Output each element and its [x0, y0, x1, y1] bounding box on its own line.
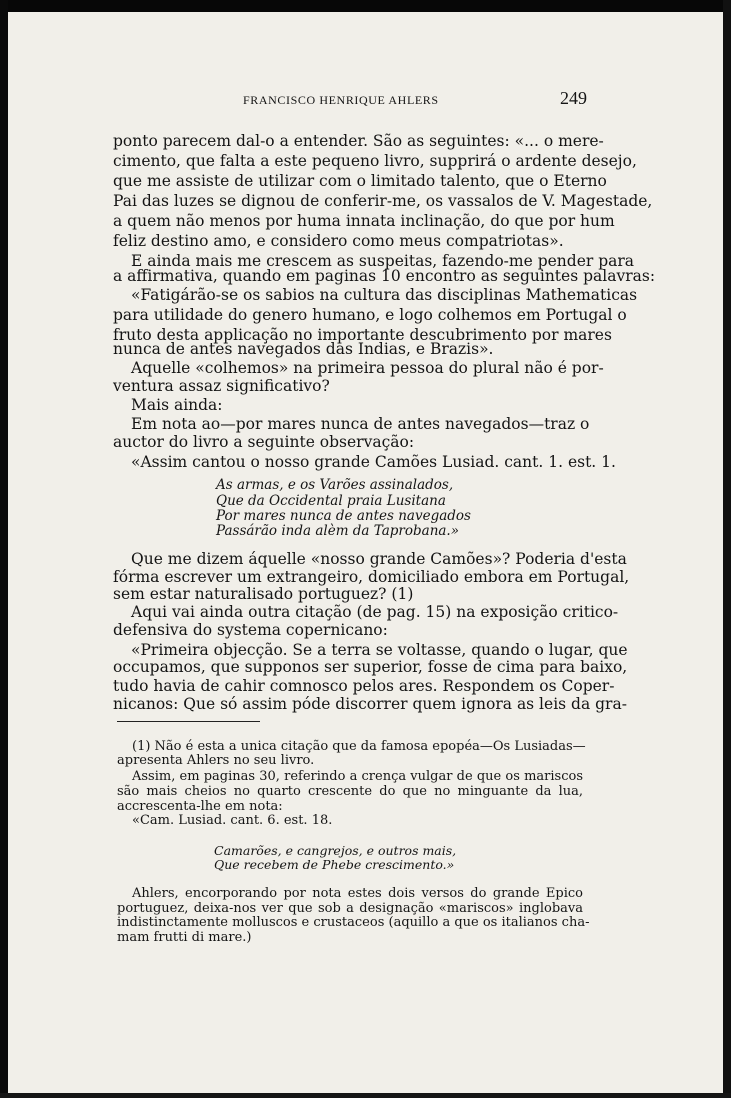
- body-line: ponto parecem dal-o a entender. São as seguintes: «... o mere-: [113, 132, 604, 150]
- footnote-line: mam frutti di mare.): [117, 930, 252, 945]
- footnote-rule: [117, 721, 260, 722]
- body-line: para utilidade do genero humano, e logo colhemos em Portugal o: [113, 306, 627, 324]
- footnote-line: Assim, em paginas 30, referindo a crença vulgar de que os mariscos: [132, 769, 583, 784]
- running-head: FRANCISCO HENRIQUE AHLERS: [243, 93, 439, 107]
- body-line: que me assiste de utilizar com o limitado talento, que o Eterno: [113, 172, 607, 190]
- body-line: feliz destino amo, e considero como meus compatriotas».: [113, 232, 564, 250]
- paragraph-start: «Fatigárão-se os sabios na cultura das disciplinas Mathematicas: [131, 286, 638, 304]
- body-line: nunca de antes navegados das Indias, e Brazis».: [113, 340, 494, 358]
- body-line: occupamos, que supponos ser superior, fosse de cima para baixo,: [113, 658, 628, 676]
- verse-line: Passárão inda alèm da Taprobana.»: [216, 523, 459, 539]
- body-line: tudo havia de cahir comnosco pelos ares. Respondem os Coper-: [113, 677, 615, 695]
- footnote-line: Ahlers, encorporando por nota estes dois versos do grande Epico: [132, 886, 583, 901]
- body-line: Pai das luzes se dignou de conferir-me, os vassalos de V. Magestade,: [113, 192, 653, 210]
- scan-border-bottom: [0, 1093, 731, 1098]
- footnote-verse-line: Que recebem de Phebe crescimento.»: [214, 857, 455, 872]
- footnote-line: accrescenta-lhe em nota:: [117, 799, 283, 814]
- footnote-line: indistinctamente molluscos e crustaceos (aquillo a que os italianos cha-: [117, 915, 590, 930]
- footnote-line: portuguez, deixa-nos ver que sob a designação «mariscos» inglobava: [117, 901, 583, 916]
- verse-line: As armas, e os Varões assinalados,: [216, 477, 454, 493]
- body-line: nicanos: Que só assim póde discorrer quem ignora as leis da gra-: [113, 695, 627, 713]
- verse-line: Por mares nunca de antes navegados: [216, 508, 471, 524]
- paragraph-start: Aquelle «colhemos» na primeira pessoa do plural não é por-: [131, 359, 604, 377]
- scan-border-left: [0, 0, 8, 1098]
- scan-border-right: [723, 0, 731, 1098]
- footnote-line: apresenta Ahlers no seu livro.: [117, 753, 315, 768]
- body-line: fórma escrever um extrangeiro, domiciliado embora em Portugal,: [113, 568, 630, 586]
- body-line: fruto desta applicação no importante descubrimento por mares: [113, 326, 612, 344]
- paragraph-start: «Primeira objecção. Se a terra se voltasse, quando o lugar, que: [131, 641, 628, 659]
- scan-border-top: [0, 0, 731, 12]
- paragraph-start: E ainda mais me crescem as suspeitas, fazendo-me pender para: [131, 252, 635, 270]
- body-line: auctor do livro a seguinte observação:: [113, 433, 415, 451]
- paragraph-start: Aqui vai ainda outra citação (de pag. 15) na exposição critico-: [131, 603, 619, 621]
- footnote-line: (1) Não é esta a unica citação que da famosa epopéa—Os Lusiadas—: [132, 739, 586, 754]
- body-line: a affirmativa, quando em paginas 10 encontro as seguintes palavras:: [113, 267, 656, 285]
- verse-line: Que da Occidental praia Lusitana: [216, 493, 446, 509]
- paragraph-start: Que me dizem áquelle «nosso grande Camões»? Poderia d'esta: [131, 550, 627, 568]
- body-line: a quem não menos por huma innata inclinação, do que por hum: [113, 212, 615, 230]
- footnote-verse-line: Camarões, e cangrejos, e outros mais,: [214, 843, 457, 858]
- page-number: 249: [560, 88, 587, 108]
- footnote-line: são mais cheios no quarto crescente do que no minguante da lua,: [117, 784, 583, 799]
- body-line: sem estar naturalisado portuguez? (1): [113, 585, 414, 603]
- body-line: defensiva do systema copernicano:: [113, 621, 388, 639]
- body-line: cimento, que falta a este pequeno livro, supprirá o ardente desejo,: [113, 152, 637, 170]
- paragraph-start: Em nota ao—por mares nunca de antes navegados—traz o: [131, 415, 590, 433]
- paragraph-start: «Assim cantou o nosso grande Camões Lusiad. cant. 1. est. 1.: [131, 453, 616, 471]
- paragraph-start: Mais ainda:: [131, 396, 223, 414]
- body-line: ventura assaz significativo?: [113, 377, 330, 395]
- footnote-line: «Cam. Lusiad. cant. 6. est. 18.: [132, 813, 333, 828]
